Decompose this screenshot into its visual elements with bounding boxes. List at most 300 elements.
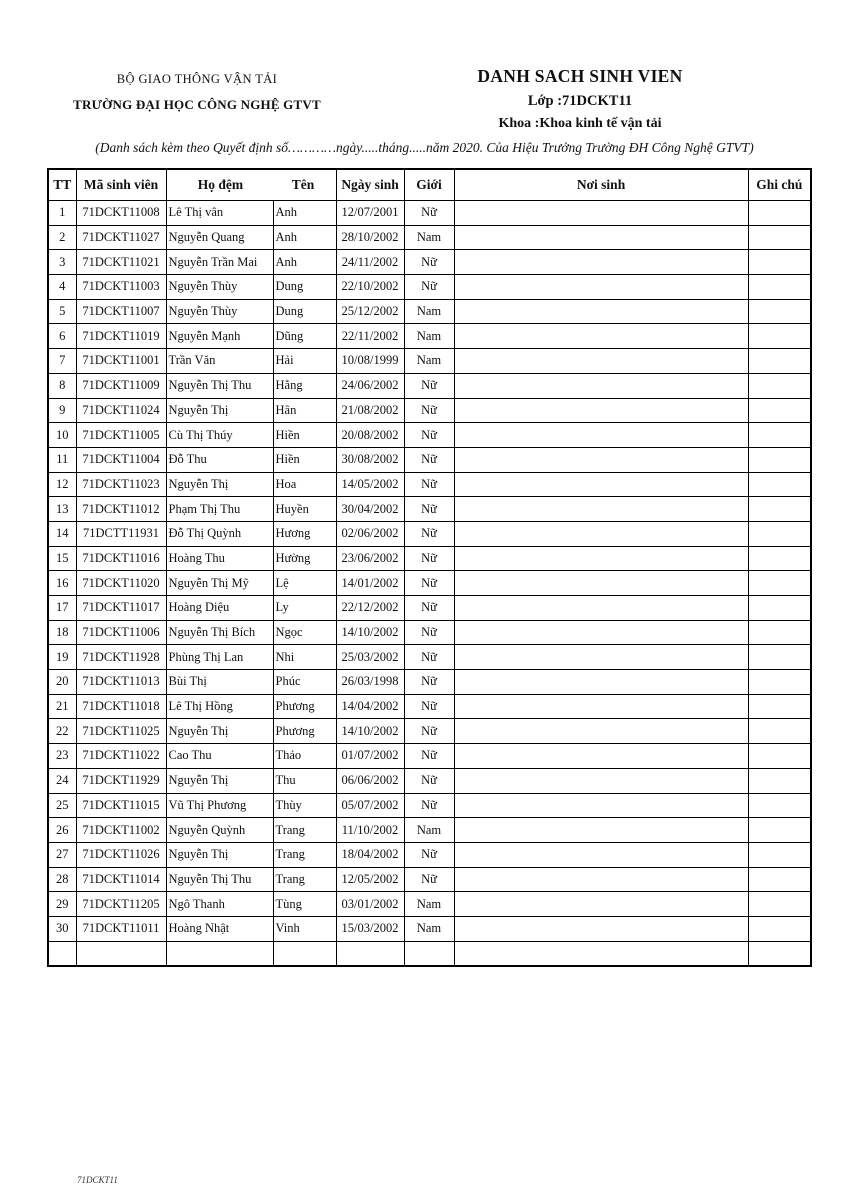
cell-tt: 4 (48, 275, 76, 300)
col-header-birthplace: Nơi sinh (454, 169, 748, 201)
cell-student-code: 71DCKT11024 (76, 398, 166, 423)
table-row (48, 324, 811, 349)
cell-gender: Nữ (404, 250, 454, 275)
cell-ten: Phúc (273, 670, 336, 695)
cell-student-code: 71DCKT11027 (76, 225, 166, 250)
footer-class-code: 71DCKT11 (77, 1175, 118, 1185)
cell-gender: Nữ (404, 423, 454, 448)
class-label: Lớp :71DCKT11 (527, 93, 633, 109)
cell-birthdate: 03/01/2002 (336, 892, 404, 917)
cell-birthdate: 22/12/2002 (336, 596, 404, 621)
cell-ho-dem: Nguyễn Thị Mỹ (166, 571, 273, 596)
cell-ten: Thu (273, 768, 336, 793)
cell-birthplace (454, 645, 748, 670)
cell-gender: Nữ (404, 546, 454, 571)
cell-ten: Hân (273, 398, 336, 423)
cell-ten: Hương (273, 521, 336, 546)
cell-gender: Nữ (404, 521, 454, 546)
cell-student-code: 71DCKT11928 (76, 645, 166, 670)
table-row (48, 842, 811, 867)
cell-gender: Nam (404, 892, 454, 917)
cell-ten: Lệ (273, 571, 336, 596)
cell-ten: Tùng (273, 892, 336, 917)
cell-gender: Nữ (404, 842, 454, 867)
cell-birthplace (454, 842, 748, 867)
cell-ten: Trang (273, 818, 336, 843)
cell-birthdate: 20/08/2002 (336, 423, 404, 448)
cell-birthplace (454, 521, 748, 546)
cell-ten: Trang (273, 867, 336, 892)
cell-birthplace (454, 373, 748, 398)
cell-birthplace (454, 941, 748, 966)
cell-ho-dem: Hoàng Nhật (166, 916, 273, 941)
table-row (48, 620, 811, 645)
cell-gender: Nữ (404, 645, 454, 670)
cell-birthplace (454, 694, 748, 719)
table-row (48, 670, 811, 695)
cell-gender: Nữ (404, 447, 454, 472)
cell-tt (48, 941, 76, 966)
cell-ho-dem: Nguyễn Thị (166, 842, 273, 867)
cell-ten: Anh (273, 250, 336, 275)
cell-birthdate: 15/03/2002 (336, 916, 404, 941)
cell-student-code: 71DCKT11003 (76, 275, 166, 300)
cell-student-code: 71DCKT11018 (76, 694, 166, 719)
col-header-tt: TT (48, 169, 76, 201)
table-row (48, 645, 811, 670)
col-header-ten: Tên (291, 177, 315, 192)
cell-student-code: 71DCKT11012 (76, 497, 166, 522)
cell-ten: Dung (273, 275, 336, 300)
cell-ten: Dung (273, 299, 336, 324)
cell-ho-dem: Nguyễn Thùy (166, 275, 273, 300)
cell-ho-dem: Nguyễn Mạnh (166, 324, 273, 349)
cell-ho-dem: Hoàng Diệu (166, 596, 273, 621)
cell-gender: Nam (404, 299, 454, 324)
cell-tt: 2 (48, 225, 76, 250)
cell-notes (748, 916, 811, 941)
cell-tt: 20 (48, 670, 76, 695)
cell-ho-dem (166, 941, 273, 966)
cell-birthdate: 22/10/2002 (336, 275, 404, 300)
cell-birthplace (454, 867, 748, 892)
cell-tt: 8 (48, 373, 76, 398)
cell-birthdate: 14/10/2002 (336, 719, 404, 744)
cell-tt: 28 (48, 867, 76, 892)
cell-notes (748, 694, 811, 719)
cell-notes (748, 225, 811, 250)
cell-ho-dem: Bùi Thị (166, 670, 273, 695)
table-row (48, 497, 811, 522)
cell-ten: Huyền (273, 497, 336, 522)
table-row (48, 793, 811, 818)
cell-tt: 11 (48, 447, 76, 472)
cell-birthdate: 26/03/1998 (336, 670, 404, 695)
cell-tt: 27 (48, 842, 76, 867)
cell-birthdate: 23/06/2002 (336, 546, 404, 571)
cell-ho-dem: Nguyễn Thị Thu (166, 373, 273, 398)
cell-ten: Hiền (273, 423, 336, 448)
cell-student-code: 71DCKT11015 (76, 793, 166, 818)
cell-ho-dem: Nguyễn Quỳnh (166, 818, 273, 843)
cell-ten: Hải (273, 349, 336, 374)
cell-notes (748, 373, 811, 398)
cell-notes (748, 299, 811, 324)
cell-gender (404, 941, 454, 966)
table-row (48, 694, 811, 719)
cell-ho-dem: Nguyễn Thị Thu (166, 867, 273, 892)
cell-ho-dem: Đỗ Thu (166, 447, 273, 472)
cell-birthplace (454, 398, 748, 423)
table-row (48, 299, 811, 324)
cell-tt: 13 (48, 497, 76, 522)
cell-student-code: 71DCKT11019 (76, 324, 166, 349)
cell-student-code: 71DCKT11014 (76, 867, 166, 892)
cell-birthplace (454, 275, 748, 300)
table-body (48, 201, 811, 967)
cell-notes (748, 892, 811, 917)
cell-birthdate: 05/07/2002 (336, 793, 404, 818)
cell-birthplace (454, 472, 748, 497)
cell-gender: Nữ (404, 694, 454, 719)
cell-gender: Nữ (404, 275, 454, 300)
cell-birthplace (454, 892, 748, 917)
cell-gender: Nữ (404, 670, 454, 695)
col-header-notes: Ghi chú (748, 169, 811, 201)
cell-tt: 3 (48, 250, 76, 275)
table-row (48, 596, 811, 621)
cell-birthplace (454, 620, 748, 645)
cell-gender: Nữ (404, 398, 454, 423)
cell-birthdate: 10/08/1999 (336, 349, 404, 374)
cell-notes (748, 324, 811, 349)
cell-gender: Nữ (404, 373, 454, 398)
cell-notes (748, 596, 811, 621)
cell-ten: Ngọc (273, 620, 336, 645)
cell-notes (748, 719, 811, 744)
cell-ten: Ly (273, 596, 336, 621)
cell-birthdate: 01/07/2002 (336, 744, 404, 769)
cell-birthplace (454, 225, 748, 250)
table-row (48, 472, 811, 497)
cell-notes (748, 818, 811, 843)
cell-student-code: 71DCKT11025 (76, 719, 166, 744)
cell-birthdate: 06/06/2002 (336, 768, 404, 793)
cell-gender: Nam (404, 818, 454, 843)
cell-student-code: 71DCKT11023 (76, 472, 166, 497)
cell-birthdate: 28/10/2002 (336, 225, 404, 250)
cell-tt: 30 (48, 916, 76, 941)
cell-birthdate: 21/08/2002 (336, 398, 404, 423)
university-name: TRƯỜNG ĐẠI HỌC CÔNG NGHỆ GTVT (73, 97, 321, 112)
cell-notes (748, 398, 811, 423)
cell-notes (748, 349, 811, 374)
cell-notes (748, 670, 811, 695)
cell-notes (748, 275, 811, 300)
cell-student-code: 71DCKT11013 (76, 670, 166, 695)
cell-birthplace (454, 793, 748, 818)
cell-birthplace (454, 719, 748, 744)
table-row (48, 250, 811, 275)
table-row (48, 201, 811, 226)
table-row (48, 719, 811, 744)
cell-birthdate: 11/10/2002 (336, 818, 404, 843)
cell-ho-dem: Cao Thu (166, 744, 273, 769)
cell-notes (748, 768, 811, 793)
cell-tt: 15 (48, 546, 76, 571)
cell-notes (748, 620, 811, 645)
table-row (48, 744, 811, 769)
cell-birthplace (454, 447, 748, 472)
table-row (48, 892, 811, 917)
cell-birthplace (454, 818, 748, 843)
cell-gender: Nữ (404, 571, 454, 596)
cell-gender: Nữ (404, 867, 454, 892)
cell-notes (748, 521, 811, 546)
cell-student-code: 71DCTT11931 (76, 521, 166, 546)
cell-ho-dem: Lê Thị vân (166, 201, 273, 226)
table-row (48, 423, 811, 448)
cell-notes (748, 941, 811, 966)
cell-ho-dem: Đỗ Thị Quỳnh (166, 521, 273, 546)
cell-birthplace (454, 497, 748, 522)
cell-ho-dem: Nguyễn Thị Bích (166, 620, 273, 645)
cell-student-code: 71DCKT11021 (76, 250, 166, 275)
cell-student-code: 71DCKT11006 (76, 620, 166, 645)
cell-notes (748, 447, 811, 472)
cell-ten: Dũng (273, 324, 336, 349)
cell-notes (748, 744, 811, 769)
cell-ten: Vinh (273, 916, 336, 941)
cell-tt: 10 (48, 423, 76, 448)
cell-tt: 16 (48, 571, 76, 596)
cell-birthplace (454, 546, 748, 571)
document-title: DANH SACH SINH VIEN (477, 66, 683, 86)
table-row (48, 768, 811, 793)
cell-ho-dem: Ngô Thanh (166, 892, 273, 917)
cell-notes (748, 867, 811, 892)
cell-ho-dem: Hoàng Thu (166, 546, 273, 571)
cell-gender: Nam (404, 324, 454, 349)
letterhead-right (420, 66, 740, 132)
cell-birthplace (454, 744, 748, 769)
cell-gender: Nữ (404, 793, 454, 818)
cell-student-code: 71DCKT11017 (76, 596, 166, 621)
cell-ho-dem: Nguyễn Thị (166, 719, 273, 744)
table-row (48, 349, 811, 374)
col-header-name (166, 169, 336, 201)
cell-student-code: 71DCKT11005 (76, 423, 166, 448)
cell-notes (748, 472, 811, 497)
cell-ho-dem: Nguyễn Thùy (166, 299, 273, 324)
cell-notes (748, 250, 811, 275)
cell-tt: 22 (48, 719, 76, 744)
cell-birthdate: 14/05/2002 (336, 472, 404, 497)
col-header-gender: Giới (404, 169, 454, 201)
cell-notes (748, 423, 811, 448)
table-row (48, 941, 811, 966)
cell-birthdate: 14/04/2002 (336, 694, 404, 719)
cell-tt: 7 (48, 349, 76, 374)
cell-ten: Thảo (273, 744, 336, 769)
cell-birthdate: 24/11/2002 (336, 250, 404, 275)
col-header-student-code: Mã sinh viên (76, 169, 166, 201)
cell-birthplace (454, 916, 748, 941)
cell-ho-dem: Nguyễn Trần Mai (166, 250, 273, 275)
cell-ten: Hoa (273, 472, 336, 497)
cell-tt: 21 (48, 694, 76, 719)
cell-ho-dem: Phạm Thị Thu (166, 497, 273, 522)
cell-notes (748, 497, 811, 522)
cell-ten: Thùy (273, 793, 336, 818)
cell-ho-dem: Vũ Thị Phương (166, 793, 273, 818)
cell-birthdate: 25/12/2002 (336, 299, 404, 324)
cell-ten: Anh (273, 225, 336, 250)
cell-ho-dem: Nguyễn Thị (166, 398, 273, 423)
cell-birthplace (454, 349, 748, 374)
cell-gender: Nam (404, 349, 454, 374)
cell-birthdate: 30/08/2002 (336, 447, 404, 472)
cell-ten: Anh (273, 201, 336, 226)
table-row (48, 546, 811, 571)
cell-student-code: 71DCKT11008 (76, 201, 166, 226)
table-row (48, 571, 811, 596)
cell-tt: 18 (48, 620, 76, 645)
cell-notes (748, 842, 811, 867)
cell-gender: Nữ (404, 768, 454, 793)
student-table (47, 168, 812, 967)
cell-birthplace (454, 299, 748, 324)
table-row (48, 373, 811, 398)
cell-student-code (76, 941, 166, 966)
cell-birthdate: 24/06/2002 (336, 373, 404, 398)
cell-birthdate: 30/04/2002 (336, 497, 404, 522)
cell-gender: Nam (404, 225, 454, 250)
cell-birthplace (454, 324, 748, 349)
cell-birthplace (454, 201, 748, 226)
cell-gender: Nữ (404, 497, 454, 522)
cell-ho-dem: Nguyễn Thị (166, 768, 273, 793)
cell-birthplace (454, 571, 748, 596)
cell-tt: 25 (48, 793, 76, 818)
cell-ten: Phương (273, 719, 336, 744)
cell-birthplace (454, 250, 748, 275)
cell-tt: 24 (48, 768, 76, 793)
cell-birthplace (454, 596, 748, 621)
cell-birthdate: 25/03/2002 (336, 645, 404, 670)
cell-student-code: 71DCKT11002 (76, 818, 166, 843)
cell-ho-dem: Nguyễn Thị (166, 472, 273, 497)
cell-gender: Nữ (404, 596, 454, 621)
cell-notes (748, 546, 811, 571)
cell-birthdate: 18/04/2002 (336, 842, 404, 867)
table-header-row (48, 169, 811, 201)
cell-student-code: 71DCKT11011 (76, 916, 166, 941)
cell-gender: Nữ (404, 201, 454, 226)
cell-ten: Hường (273, 546, 336, 571)
table-row (48, 225, 811, 250)
cell-student-code: 71DCKT11007 (76, 299, 166, 324)
cell-birthdate: 02/06/2002 (336, 521, 404, 546)
cell-birthdate: 12/07/2001 (336, 201, 404, 226)
cell-gender: Nam (404, 916, 454, 941)
cell-student-code: 71DCKT11009 (76, 373, 166, 398)
cell-tt: 26 (48, 818, 76, 843)
cell-ten: Phương (273, 694, 336, 719)
decision-note: (Danh sách kèm theo Quyết định số…………ngày.....tháng.....năm 2020. Của Hiệu Trưởng Trường ĐH Công Nghệ GTVT) (95, 140, 754, 155)
cell-ten: Trang (273, 842, 336, 867)
cell-notes (748, 793, 811, 818)
cell-tt: 29 (48, 892, 76, 917)
table-row (48, 398, 811, 423)
cell-birthdate: 14/10/2002 (336, 620, 404, 645)
cell-tt: 5 (48, 299, 76, 324)
cell-notes (748, 645, 811, 670)
cell-student-code: 71DCKT11022 (76, 744, 166, 769)
cell-tt: 19 (48, 645, 76, 670)
cell-ten: Hằng (273, 373, 336, 398)
cell-birthplace (454, 423, 748, 448)
cell-gender: Nữ (404, 719, 454, 744)
cell-student-code: 71DCKT11001 (76, 349, 166, 374)
cell-birthdate: 12/05/2002 (336, 867, 404, 892)
cell-ho-dem: Nguyễn Quang (166, 225, 273, 250)
cell-tt: 6 (48, 324, 76, 349)
table-row (48, 916, 811, 941)
cell-tt: 12 (48, 472, 76, 497)
table-row (48, 447, 811, 472)
table-row (48, 818, 811, 843)
cell-student-code: 71DCKT11026 (76, 842, 166, 867)
cell-student-code: 71DCKT11016 (76, 546, 166, 571)
cell-birthdate: 22/11/2002 (336, 324, 404, 349)
cell-birthplace (454, 670, 748, 695)
table-row (48, 521, 811, 546)
cell-birthdate: 14/01/2002 (336, 571, 404, 596)
cell-birthdate (336, 941, 404, 966)
cell-gender: Nữ (404, 744, 454, 769)
cell-ten (273, 941, 336, 966)
cell-ho-dem: Phùng Thị Lan (166, 645, 273, 670)
table-row (48, 275, 811, 300)
col-header-birthdate: Ngày sinh (336, 169, 404, 201)
cell-ho-dem: Cù Thị Thúy (166, 423, 273, 448)
cell-gender: Nữ (404, 620, 454, 645)
cell-student-code: 71DCKT11004 (76, 447, 166, 472)
cell-tt: 9 (48, 398, 76, 423)
cell-ho-dem: Trần Văn (166, 349, 273, 374)
ministry-name: BỘ GIAO THÔNG VẬN TẢI (116, 72, 278, 86)
cell-tt: 1 (48, 201, 76, 226)
cell-tt: 23 (48, 744, 76, 769)
cell-ho-dem: Lê Thị Hồng (166, 694, 273, 719)
col-header-ho-dem: Họ đệm (197, 177, 244, 192)
cell-ten: Nhi (273, 645, 336, 670)
cell-student-code: 71DCKT11205 (76, 892, 166, 917)
cell-notes (748, 571, 811, 596)
table-row (48, 867, 811, 892)
cell-tt: 14 (48, 521, 76, 546)
faculty-label: Khoa :Khoa kinh tế vận tải (498, 116, 662, 131)
letterhead-left (62, 72, 332, 113)
cell-tt: 17 (48, 596, 76, 621)
cell-student-code: 71DCKT11020 (76, 571, 166, 596)
cell-gender: Nữ (404, 472, 454, 497)
cell-student-code: 71DCKT11929 (76, 768, 166, 793)
cell-notes (748, 201, 811, 226)
cell-ten: Hiền (273, 447, 336, 472)
cell-birthplace (454, 768, 748, 793)
